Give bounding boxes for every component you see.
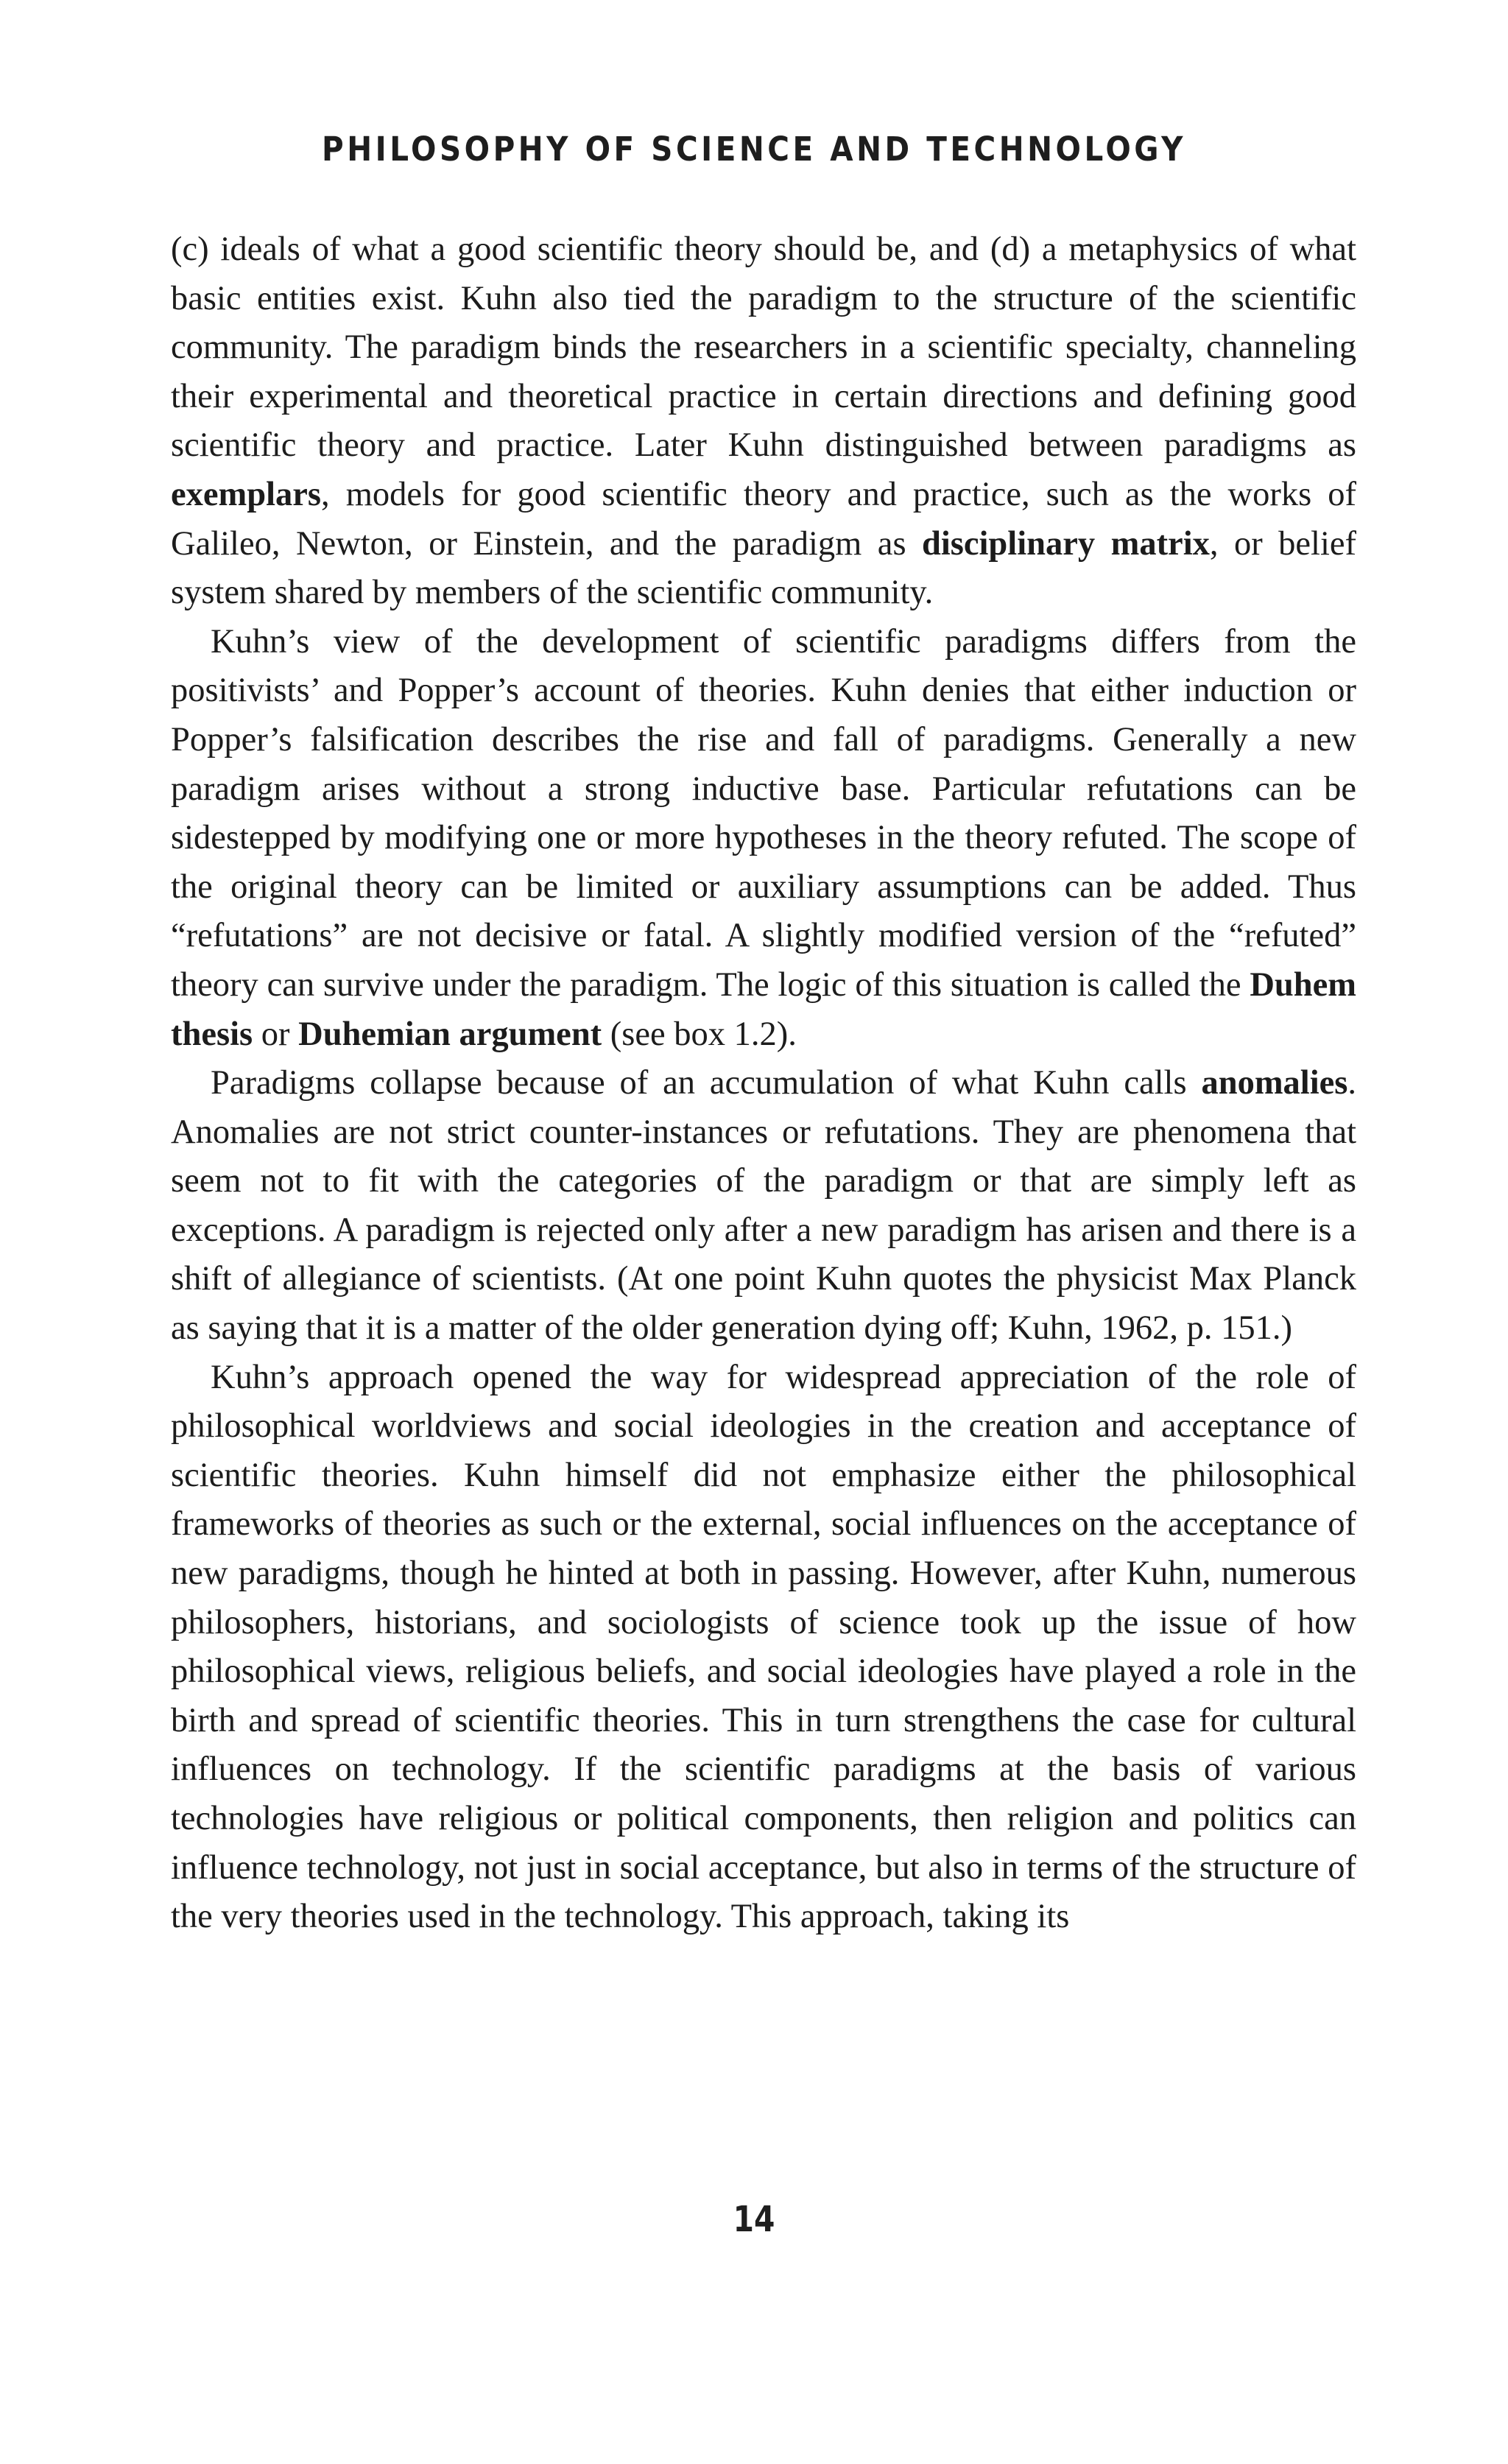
body-text — [171, 225, 1356, 1942]
text-run: or — [253, 1015, 299, 1053]
page-number: 14 — [733, 2199, 775, 2240]
bold-term-exemplars: exemplars — [171, 475, 322, 513]
text-run: , or belief system shared by members of the scientific community. — [171, 524, 1356, 612]
bold-term-duhem-thesis: Duhem thesis — [171, 965, 1356, 1053]
text-run: . Anomalies are not strict counter-instances or refutations. They are phenomena that seem not to fit with the categories of the paradigm or that are simply left as exceptions. A paradigm is rejected only after a new paradigm has arisen and there is a shift of allegiance of scientists. (At one point Kuhn quotes the physicist Max Planck as saying that it is a matter of the older generation dying off; Kuhn, 1962, p. 151.) — [171, 1064, 1356, 1348]
text-run: , models for good scientific theory and practice, such as the works of Galileo, Newton, or Einstein, and the paradigm as — [171, 475, 1356, 563]
paragraph — [171, 1354, 1356, 1942]
paragraph — [171, 225, 1356, 618]
paragraph — [171, 1059, 1356, 1354]
bold-term-disciplinary-matrix: disciplinary matrix — [922, 524, 1210, 563]
bold-term-duhemian-argument: Duhemian argument — [298, 1015, 602, 1053]
paragraph — [171, 618, 1356, 1059]
running-head: PHILOSOPHY OF SCIENCE AND TECHNOLOGY — [322, 130, 1186, 169]
bold-term-anomalies: anomalies — [1201, 1064, 1348, 1102]
text-run: (c) ideals of what a good scientific theory should be, and (d) a metaphysics of what basic entities exist. Kuhn also tied the paradigm to the structure of the scientific community. The paradigm binds the researchers in a scientific specialty, channeling their experimental and theoretical practice in certain directions and defining good scientific theory and practice. Later Kuhn distinguished between paradigms as — [171, 230, 1356, 465]
text-run: Paradigms collapse because of an accumulation of what Kuhn calls — [211, 1064, 1202, 1102]
text-run: Kuhn’s view of the development of scientific paradigms differs from the positivists’ and Popper’s account of theories. Kuhn denies that either induction or Popper’s falsification describes the rise and fall of paradigms. Generally a new paradigm arises without a strong inductive base. Particular refutations can be sidestepped by modifying one or more hypotheses in the theory refuted. The scope of the original theory can be limited or auxiliary assumptions can be added. Thus “refutations” are not decisive or fatal. A slightly modified version of the “refuted” theory can survive under the paradigm. The logic of this situation is called the — [171, 622, 1356, 1004]
text-run: (see box 1.2). — [602, 1015, 797, 1053]
text-run: Kuhn’s approach opened the way for widespread appreciation of the role of philosophical worldviews and social ideologies in the creation and acceptance of scientific theories. Kuhn himself did not emphasize either the philosophical frameworks of theories as such or the external, social influences on the acceptance of new paradigms, though he hinted at both in passing. However, after Kuhn, numerous philosophers, historians, and sociologists of science took up the issue of how philosophical views, religious beliefs, and social ideologies have played a role in the birth and spread of scientific theories. This in turn strengthens the case for cultural influences on technology. If the scientific paradigms at the basis of various technologies have religious or political components, then religion and politics can influence technology, not just in social acceptance, but also in terms of the structure of the very theories used in the technology. This approach, taking its — [171, 1358, 1356, 1936]
